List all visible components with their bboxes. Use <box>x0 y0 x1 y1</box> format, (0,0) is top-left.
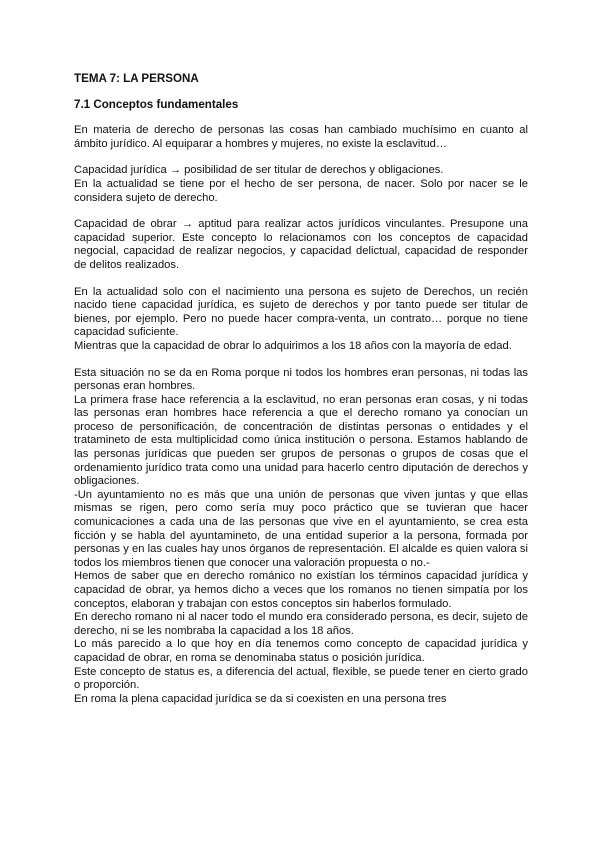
paragraph: En derecho romano ni al nacer todo el mundo era considerado persona, es decir, sujeto de derecho, ni se les nombraba la capacidad a los 18 años. <box>74 611 528 637</box>
paragraph: -Un ayuntamiento no es más que una unión de personas que viven juntas y que ellas mismas se rigen, pero como sería muy poco práctico que se tuvieran que hacer comunicaciones a cada una de las personas que vive en el ayuntamiento, se crea esta ficción y se habla del ayuntamineto, de una entidad superior a la persona, formada por personas y en las cuales hay unos órganos de representación. El alcalde es quien valora si todos los miembros tienen que conocer una valoración propuesta o no.- <box>74 488 528 569</box>
paragraph: Capacidad jurídica → posibilidad de ser titular de derechos y obligaciones. <box>74 164 444 177</box>
paragraph: En la actualidad se tiene por el hecho de ser persona, de nacer. Solo por nacer se le considera sujeto de derecho. <box>74 177 528 204</box>
paragraph: La primera frase hace referencia a la esclavitud, no eran personas eran cosas, y ni todas las personas eran hombres hace referencia a que el derecho romano ya conocían un proceso de personificación, de concentración de distintas personas o entidades y el tratamineto de esta multiplicidad como única institución o persona. Estamos hablando de las personas jurídicas que pueden ser grupos de personas o grupos de cosas que el ordenamiento jurídico trata como una unidad para hacerlo centro diputación de derechos y obligaciones. <box>74 393 528 488</box>
paragraph: Lo más parecido a lo que hoy en día tenemos como concepto de capacidad jurídica y capacidad de obrar, en roma se denominaba status o posición jurídica. <box>74 638 528 664</box>
section-heading: 7.1 Conceptos fundamentales <box>74 97 239 111</box>
document-page <box>74 72 528 706</box>
paragraph: En materia de derecho de personas las cosas han cambiado muchísimo en cuanto al ámbito jurídico. Al equiparar a hombres y mujeres, no existe la esclavitud… <box>74 124 528 150</box>
paragraph: Capacidad de obrar → aptitud para realizar actos jurídicos vinculantes. Presupone una capacidad superior. Este concepto lo relacionamos con los conceptos de capacidad negocial, capacidad de realizar negocios, y capacidad delictual, capacidad de responder de delitos realizados. <box>74 218 528 271</box>
paragraph: En la actualidad solo con el nacimiento una persona es sujeto de Derechos, un recién nacido tiene capacidad jurídica, es sujeto de derechos y por tanto puede ser titular de bienes, por ejemplo. Pero no puede hacer compra-venta, un contrato… porque no tiene capacidad suficiente. <box>74 285 528 339</box>
paragraph: Este concepto de status es, a diferencia del actual, flexible, se puede tener en cierto grado o proporción. <box>74 665 528 692</box>
document-title: TEMA 7: LA PERSONA <box>74 72 199 85</box>
paragraph: Hemos de saber que en derecho románico no existían los términos capacidad jurídica y capacidad de obrar, ya hemos dicho a veces que los romanos no tienen simpatía por los conceptos, elaboran y trabajan con estos conceptos sin haberlos formulado. <box>74 570 528 610</box>
paragraph: Esta situación no se da en Roma porque ni todos los hombres eran personas, ni todas las personas eran hombres. <box>74 366 528 393</box>
paragraph: En roma la plena capacidad jurídica se da si coexisten en una persona tres <box>74 692 447 705</box>
paragraph: Mientras que la capacidad de obrar lo adquirimos a los 18 años con la mayoría de edad. <box>74 339 512 352</box>
